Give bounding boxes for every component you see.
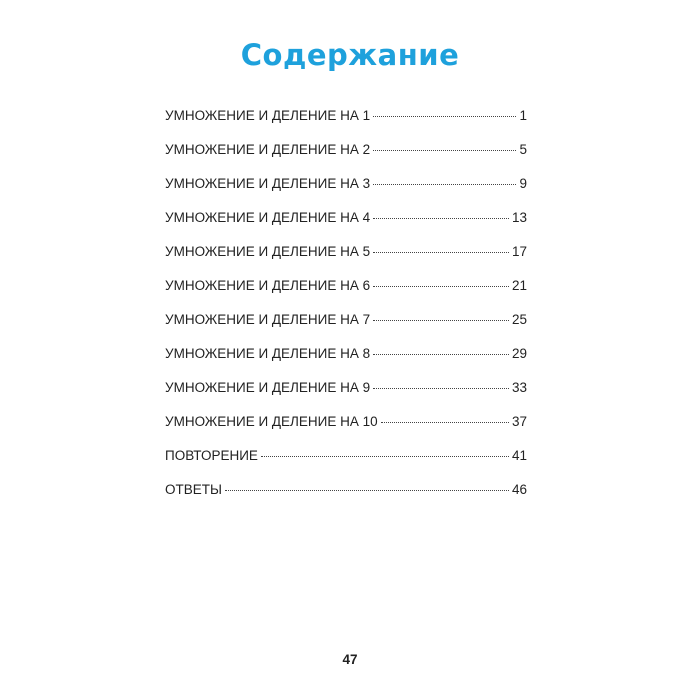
toc-entry-page: 21	[511, 278, 527, 293]
toc-entry	[165, 235, 527, 269]
toc-entry-page: 17	[511, 244, 527, 259]
toc-entry	[165, 473, 527, 507]
dot-leader	[261, 456, 509, 457]
toc-entry-label: УМНОЖЕНИЕ И ДЕЛЕНИЕ НА 4	[165, 210, 371, 225]
dot-leader	[373, 320, 509, 321]
dot-leader	[373, 354, 509, 355]
toc-entry	[165, 337, 527, 371]
toc-entry-label: УМНОЖЕНИЕ И ДЕЛЕНИЕ НА 9	[165, 380, 371, 395]
toc-entry-page: 33	[511, 380, 527, 395]
toc-entry	[165, 99, 527, 133]
dot-leader	[373, 184, 516, 185]
toc-entry-label: ОТВЕТЫ	[165, 482, 222, 497]
toc-entry-page: 46	[511, 482, 527, 497]
table-of-contents	[165, 99, 527, 507]
toc-entry-page: 1	[519, 108, 527, 123]
toc-entry	[165, 371, 527, 405]
dot-leader	[373, 218, 509, 219]
toc-entry-page: 13	[511, 210, 527, 225]
dot-leader	[373, 286, 509, 287]
toc-entry-page: 5	[519, 142, 527, 157]
dot-leader	[373, 252, 509, 253]
toc-entry-label: УМНОЖЕНИЕ И ДЕЛЕНИЕ НА 8	[165, 346, 371, 361]
toc-entry-page: 25	[511, 312, 527, 327]
toc-entry	[165, 167, 527, 201]
dot-leader	[373, 116, 516, 117]
dot-leader	[373, 388, 509, 389]
toc-entry-label: УМНОЖЕНИЕ И ДЕЛЕНИЕ НА 10	[165, 414, 378, 429]
toc-entry	[165, 303, 527, 337]
toc-entry-label: УМНОЖЕНИЕ И ДЕЛЕНИЕ НА 3	[165, 176, 371, 191]
toc-entry-page: 37	[511, 414, 527, 429]
toc-entry	[165, 201, 527, 235]
dot-leader	[225, 490, 509, 491]
toc-entry-label: УМНОЖЕНИЕ И ДЕЛЕНИЕ НА 5	[165, 244, 371, 259]
toc-entry	[165, 269, 527, 303]
toc-entry-page: 29	[511, 346, 527, 361]
toc-entry-label: УМНОЖЕНИЕ И ДЕЛЕНИЕ НА 7	[165, 312, 371, 327]
dot-leader	[373, 150, 516, 151]
toc-entry	[165, 405, 527, 439]
toc-entry-page: 9	[519, 176, 527, 191]
toc-entry-label: УМНОЖЕНИЕ И ДЕЛЕНИЕ НА 1	[165, 108, 371, 123]
toc-entry-label: УМНОЖЕНИЕ И ДЕЛЕНИЕ НА 2	[165, 142, 371, 157]
toc-entry	[165, 439, 527, 473]
page-number: 47	[342, 652, 358, 667]
toc-entry	[165, 133, 527, 167]
dot-leader	[381, 422, 509, 423]
page-title: Содержание	[240, 38, 460, 72]
toc-entry-label: ПОВТОРЕНИЕ	[165, 448, 258, 463]
toc-entry-page: 41	[511, 448, 527, 463]
toc-entry-label: УМНОЖЕНИЕ И ДЕЛЕНИЕ НА 6	[165, 278, 371, 293]
